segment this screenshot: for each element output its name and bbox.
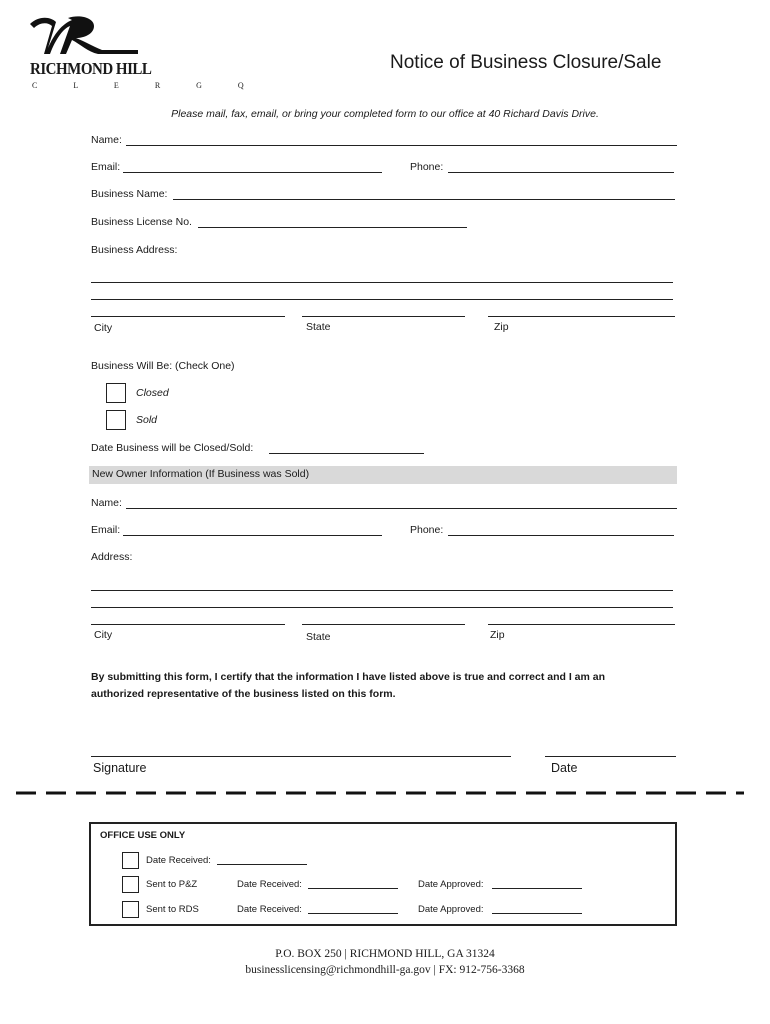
- pz-date-approved-label: Date Approved:: [418, 879, 484, 890]
- rds-date-approved-field[interactable]: [492, 913, 582, 914]
- address-line-2[interactable]: [91, 299, 673, 300]
- new-owner-city-field[interactable]: [91, 624, 285, 625]
- city-field[interactable]: [91, 316, 285, 317]
- date-received-field[interactable]: [217, 864, 307, 865]
- sent-rds-checkbox[interactable]: [122, 901, 139, 918]
- signature-label: Signature: [93, 761, 147, 775]
- closed-checkbox[interactable]: [106, 383, 126, 403]
- sold-label: Sold: [136, 414, 158, 426]
- state-label: State: [306, 321, 331, 333]
- rds-date-approved-label: Date Approved:: [418, 904, 484, 915]
- phone-field[interactable]: [448, 172, 674, 173]
- cut-line: [0, 786, 770, 800]
- new-owner-zip-field[interactable]: [488, 624, 675, 625]
- sent-pz-checkbox[interactable]: [122, 876, 139, 893]
- city-label: City: [94, 322, 113, 334]
- sent-pz-label: Sent to P&Z: [146, 879, 198, 890]
- footer-contact: businesslicensing@richmondhill-ga.gov | FX: 912-756-3368: [245, 964, 525, 976]
- business-name-label: Business Name:: [91, 188, 168, 200]
- closure-date-field[interactable]: [269, 453, 424, 454]
- new-owner-email-field[interactable]: [123, 535, 382, 536]
- rds-date-received-label: Date Received:: [237, 904, 302, 915]
- footer-address: P.O. BOX 250 | RICHMOND HILL, GA 31324: [275, 948, 495, 960]
- name-label: Name:: [91, 134, 122, 146]
- license-label: Business License No.: [91, 216, 192, 228]
- status-heading: Business Will Be: (Check One): [91, 360, 235, 372]
- zip-field[interactable]: [488, 316, 675, 317]
- new-owner-address-label: Address:: [91, 551, 133, 563]
- pz-date-received-field[interactable]: [308, 888, 398, 889]
- richmond-hill-logo-mark: [28, 14, 140, 60]
- new-owner-address-line-2[interactable]: [91, 607, 673, 608]
- closure-date-label: Date Business will be Closed/Sold:: [91, 442, 254, 454]
- signature-field[interactable]: [91, 756, 511, 757]
- sent-rds-label: Sent to RDS: [146, 904, 199, 915]
- page-title: Notice of Business Closure/Sale: [390, 52, 662, 73]
- new-owner-name-field[interactable]: [126, 508, 677, 509]
- email-label: Email:: [91, 161, 121, 173]
- email-field[interactable]: [123, 172, 382, 173]
- new-owner-state-field[interactable]: [302, 624, 465, 625]
- phone-label: Phone:: [410, 161, 444, 173]
- certification-text: By submitting this form, I certify that the information I have listed above is true and correct and I am an authorized representative of the business listed on this form.: [91, 671, 606, 700]
- date-received-checkbox[interactable]: [122, 852, 139, 869]
- pz-date-approved-field[interactable]: [492, 888, 582, 889]
- new-owner-heading: New Owner Information (If Business was Sold): [92, 468, 310, 480]
- signature-date-field[interactable]: [545, 756, 676, 757]
- closed-label: Closed: [136, 387, 169, 399]
- logo-name: RICHMOND HILL: [30, 60, 152, 79]
- date-received-label: Date Received:: [146, 855, 211, 866]
- new-owner-zip-label: Zip: [490, 629, 505, 641]
- sold-checkbox[interactable]: [106, 410, 126, 430]
- zip-label: Zip: [494, 321, 509, 333]
- rds-date-received-field[interactable]: [308, 913, 398, 914]
- name-field[interactable]: [126, 145, 677, 146]
- business-name-field[interactable]: [173, 199, 675, 200]
- license-field[interactable]: [198, 227, 467, 228]
- instructions: Please mail, fax, email, or bring your completed form to our office at 40 Richard Davis Drive.: [171, 108, 599, 120]
- new-owner-email-label: Email:: [91, 524, 121, 536]
- signature-date-label: Date: [551, 761, 578, 775]
- state-field[interactable]: [302, 316, 465, 317]
- new-owner-phone-label: Phone:: [410, 524, 444, 536]
- new-owner-state-label: State: [306, 631, 331, 643]
- new-owner-city-label: City: [94, 629, 113, 641]
- new-owner-address-line-1[interactable]: [91, 590, 673, 591]
- pz-date-received-label: Date Received:: [237, 879, 302, 890]
- new-owner-heading-bar: [89, 466, 677, 484]
- business-address-label: Business Address:: [91, 244, 178, 256]
- office-use-title: OFFICE USE ONLY: [100, 830, 186, 841]
- address-line-1[interactable]: [91, 282, 673, 283]
- logo-subtitle: C L E R G Q: [32, 81, 261, 90]
- new-owner-name-label: Name:: [91, 497, 122, 509]
- new-owner-phone-field[interactable]: [448, 535, 674, 536]
